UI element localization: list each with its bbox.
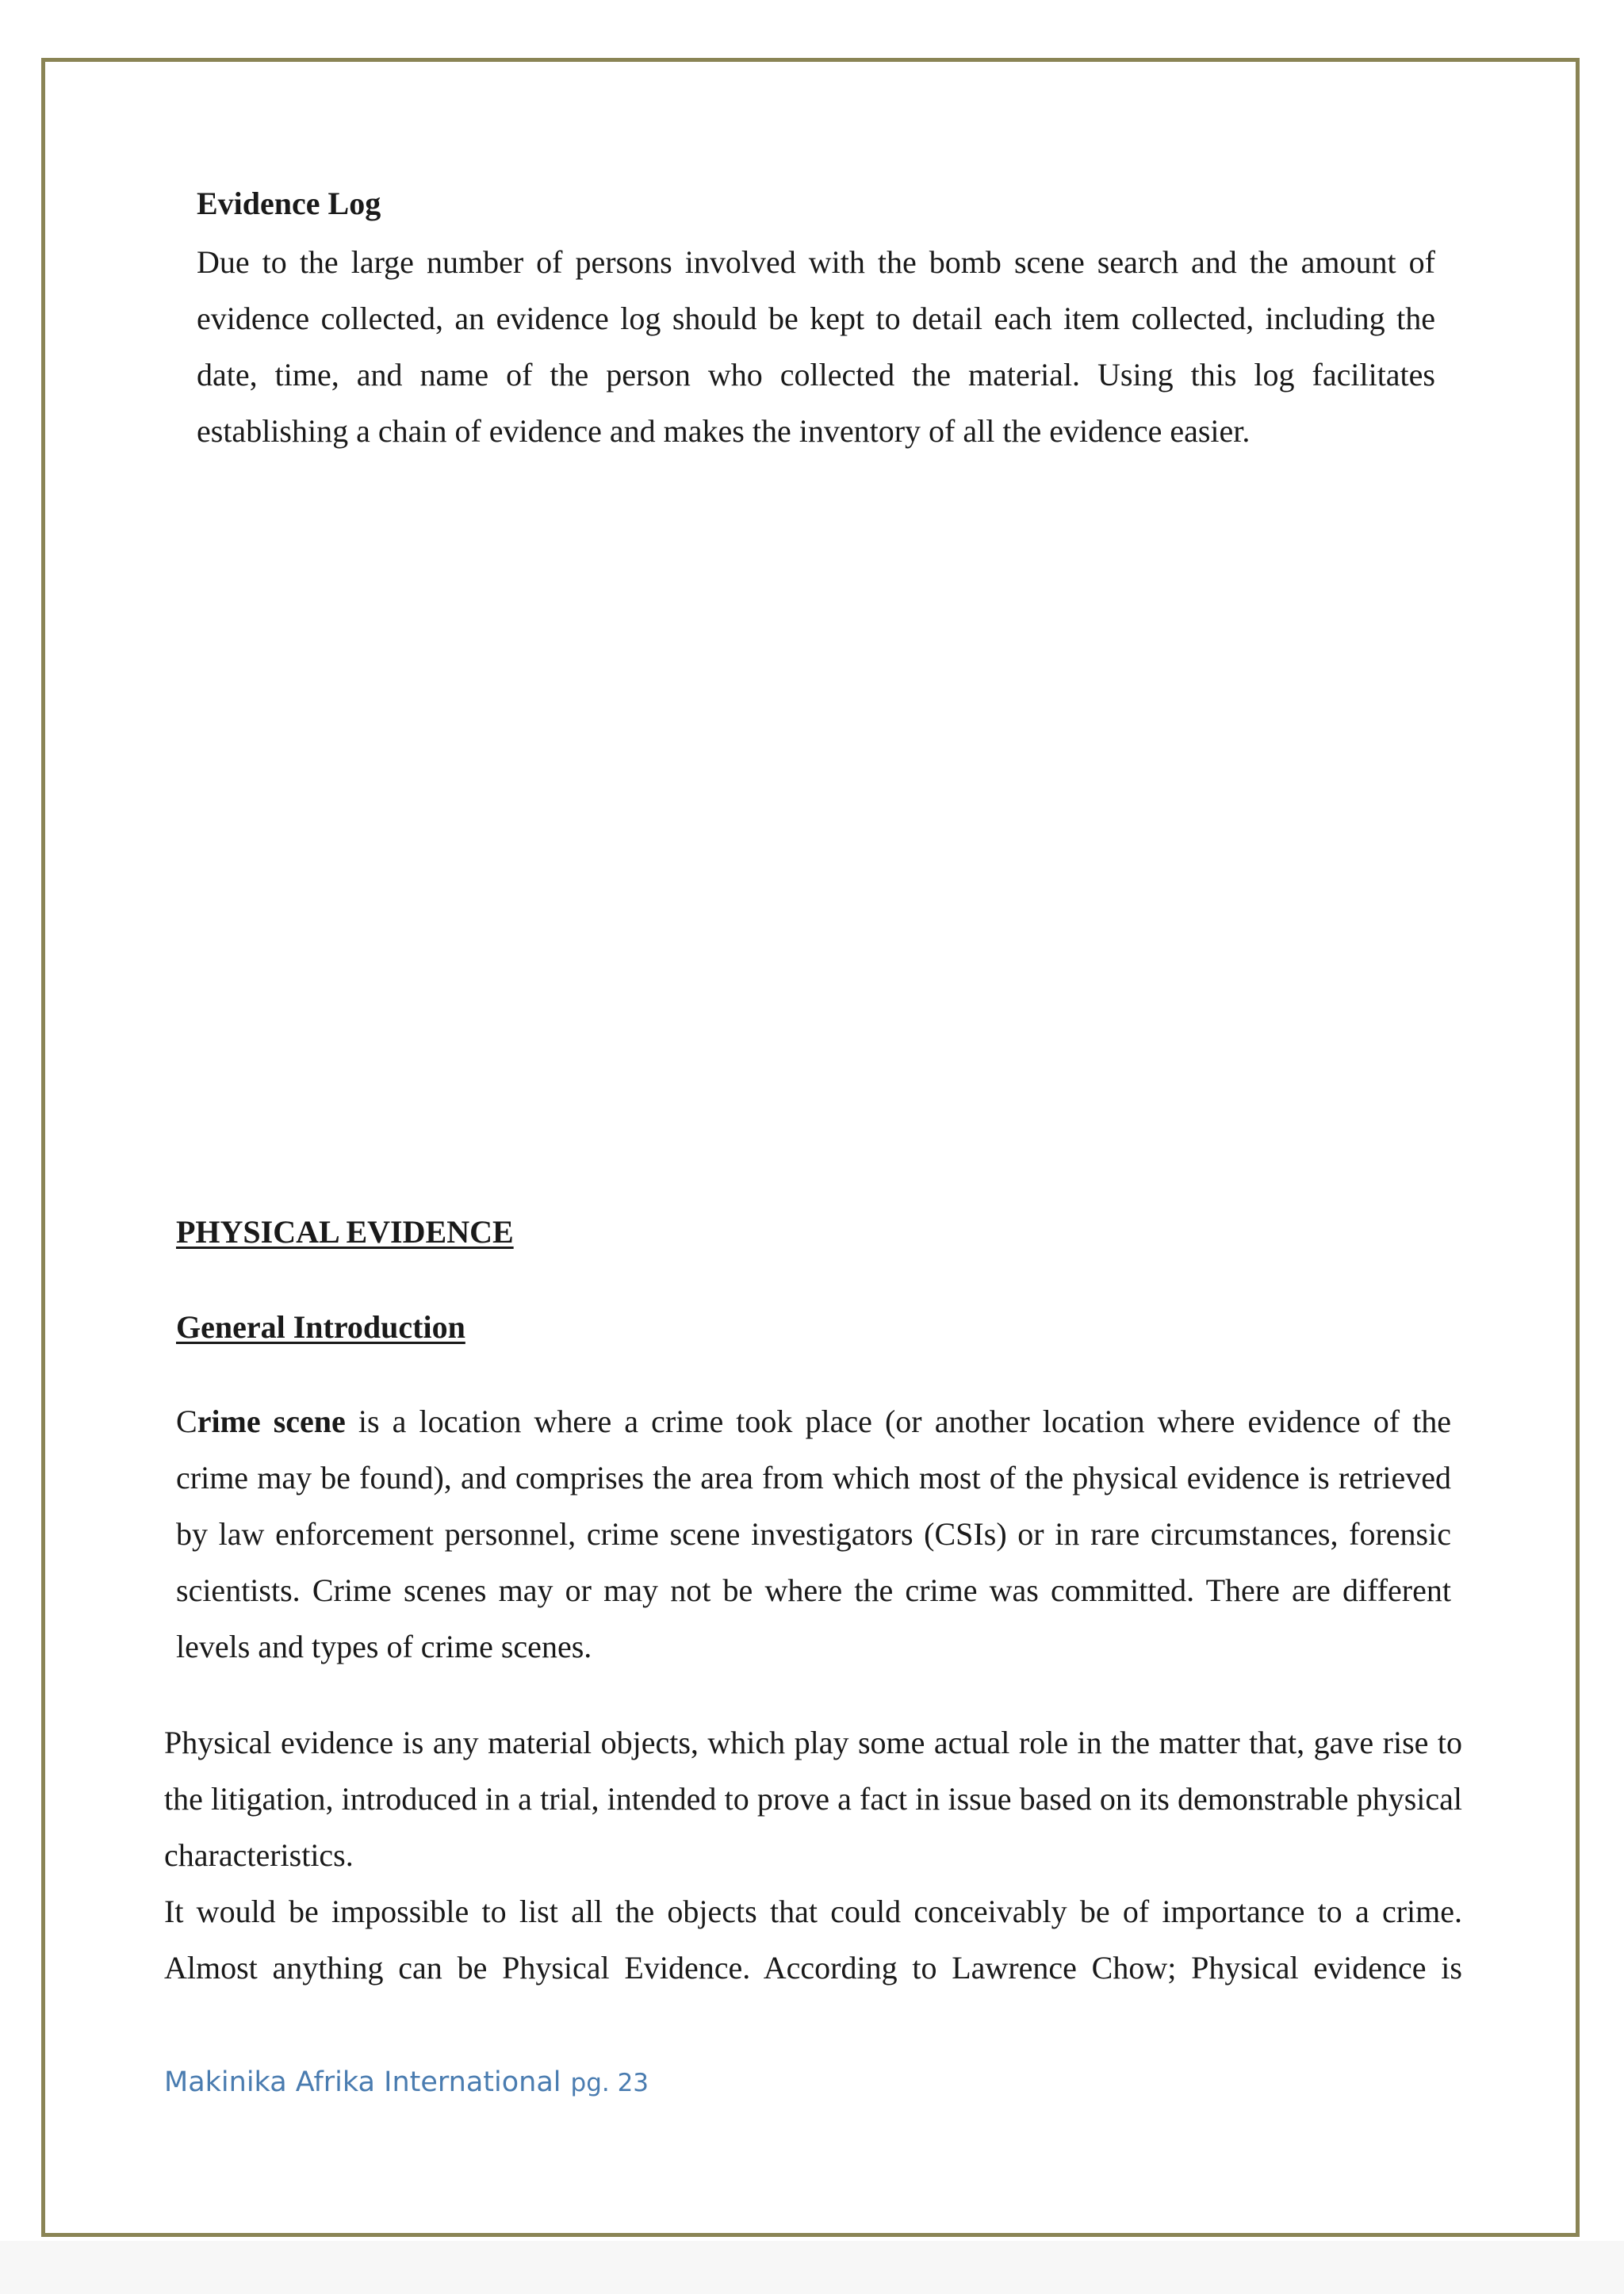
crime-scene-text bbox=[176, 1393, 1451, 1675]
evidence-log-heading: Evidence Log bbox=[197, 186, 381, 221]
crime-scene-lead-c: C bbox=[176, 1404, 197, 1439]
footer-page-number: pg. 23 bbox=[570, 2069, 649, 2097]
physical-evidence-list-paragraph bbox=[164, 1883, 1462, 1996]
physical-evidence-definition-text: Physical evidence is any material objects, which play some actual role in the matter that, gave rise to the litigation, introduced in a trial, intended to prove a fact in issue based on its demonstrable physical characteristics. bbox=[164, 1725, 1462, 1873]
crime-scene-paragraph bbox=[176, 1393, 1451, 1675]
general-introduction-heading: General Introduction bbox=[176, 1309, 465, 1345]
physical-evidence-list-text: It would be impossible to list all the objects that could conceivably be of importance to a crime. Almost anything can be Physical Evidence. According to Lawrence Chow; Physical evidence is bbox=[164, 1894, 1462, 1986]
page-footer bbox=[164, 2066, 649, 2100]
physical-evidence-heading: PHYSICAL EVIDENCE bbox=[176, 1214, 514, 1250]
crime-scene-definition: is a location where a crime took place (or another location where evidence of the crime may be found), and comprises the area from which most of the physical evidence is retrieved by law enforcement personnel, crime scene investigators (CSIs) or in rare circumstances, forensic scientists. Crime scenes may or may not be where the crime was committed. There are different levels and types of crime scenes. bbox=[176, 1404, 1452, 1664]
bottom-margin-shade bbox=[0, 2241, 1624, 2294]
footer-organization: Makinika Afrika International bbox=[164, 2066, 561, 2098]
evidence-log-paragraph bbox=[197, 234, 1435, 459]
physical-evidence-definition-paragraph bbox=[164, 1714, 1462, 1883]
evidence-log-text: Due to the large number of persons involved with the bomb scene search and the amount of evidence collected, an evidence log should be kept to detail each item collected, including the date, time, and name of the person who collected the material. Using this log facilitates establishing a chain of evidence and makes the inventory of all the evidence easier. bbox=[197, 244, 1435, 449]
crime-scene-term: rime scene bbox=[197, 1404, 346, 1439]
